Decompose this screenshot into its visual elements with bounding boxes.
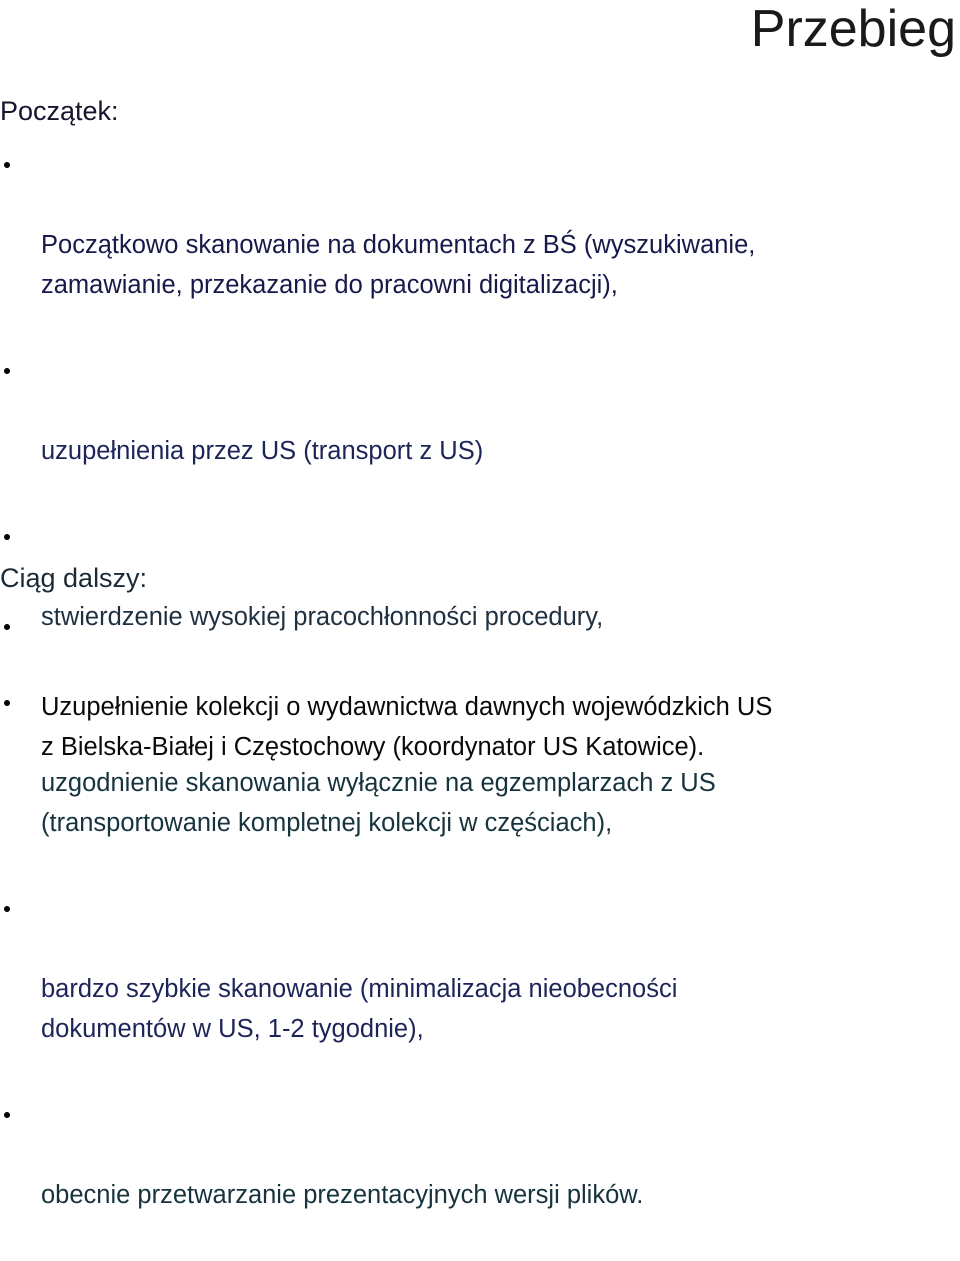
- bullet-icon: [4, 624, 10, 630]
- list-item-text: Początkowo skanowanie na dokumentach z BŚ (wyszukiwanie, zamawianie, przekazanie do pracowni digitalizacji),: [41, 231, 756, 299]
- section-heading-continuation: Ciąg dalszy:: [0, 563, 148, 593]
- list-item: [0, 607, 960, 807]
- bullet-icon: [4, 162, 10, 168]
- list-item: [0, 145, 960, 345]
- bullet-list-continuation: [0, 607, 960, 813]
- section-heading-start: Początek:: [0, 96, 119, 126]
- bullet-icon: [4, 1112, 10, 1118]
- list-item: [0, 351, 960, 511]
- bullet-icon: [4, 906, 10, 912]
- list-item-text: uzupełnienia przez US (transport z US): [41, 437, 484, 465]
- list-item-text: bardzo szybkie skanowanie (minimalizacja nieobecności dokumentów w US, 1-2 tygodnie),: [41, 975, 678, 1043]
- bullet-icon: [4, 534, 10, 540]
- list-item-text: uzgodnienie skanowania wyłącznie na egzemplarzach z US (transportowanie kompletnej kolekcji w częściach),: [41, 769, 716, 837]
- bullet-icon: [4, 368, 10, 374]
- list-item-text: Uzupełnienie kolekcji o wydawnictwa dawnych wojewódzkich US z Bielska-Białej i Częstochowy (koordynator US Katowice).: [41, 693, 773, 761]
- slide-title: Przebieg: [750, 0, 956, 58]
- list-item-text: stwierdzenie wysokiej pracochłonności procedury,: [41, 603, 604, 631]
- list-item-text: obecnie przetwarzanie prezentacyjnych wersji plików.: [41, 1181, 644, 1209]
- list-item: [0, 889, 960, 1089]
- list-item: [0, 1095, 960, 1255]
